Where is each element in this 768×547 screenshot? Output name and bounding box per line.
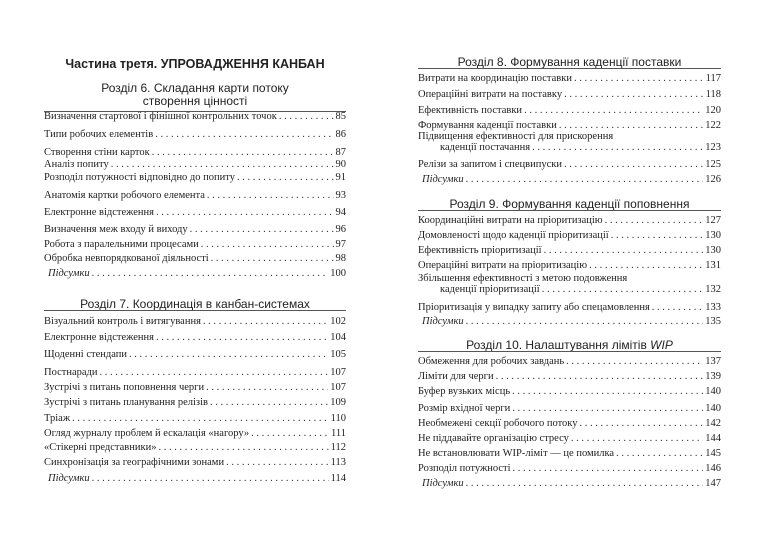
toc-entry-title: Операційні витрати на поставку (418, 89, 563, 100)
dot-leader (574, 73, 704, 84)
summary-entry (44, 473, 346, 484)
section-8-heading: Розділ 8. Формування каденції поставки (457, 55, 682, 69)
toc-entry-title: Аналіз попиту (44, 159, 109, 170)
page-number: 112 (330, 442, 346, 453)
dot-leader (566, 356, 703, 367)
section-divider (44, 310, 346, 311)
toc-entry (418, 463, 721, 474)
page-number: 135 (705, 316, 721, 327)
section-6-heading: Розділ 6. Складання карти потоку створення цінності (101, 81, 289, 108)
dot-leader (156, 332, 328, 343)
page-number: 130 (705, 230, 721, 241)
dot-leader (605, 215, 704, 226)
toc-entry-title: Електронне відстеження (44, 332, 154, 343)
page-number: 126 (705, 174, 721, 185)
page-number: 107 (330, 367, 346, 378)
page-number: 117 (705, 73, 721, 84)
dot-leader (559, 120, 703, 131)
page-number: 93 (335, 190, 346, 201)
page-number: 147 (705, 478, 721, 489)
toc-entry-title: Підсумки (48, 473, 90, 484)
page-number: 102 (330, 316, 346, 327)
page-number: 140 (705, 403, 721, 414)
toc-entry (44, 332, 346, 343)
page-number: 130 (705, 245, 721, 256)
toc-entry (418, 120, 721, 131)
toc-entry-title: Необмежені секції робочого потоку (418, 418, 578, 429)
toc-entry-title: Ефективність пріоритизації (418, 245, 542, 256)
toc-entry-title: Ліміти для черги (418, 371, 494, 382)
dot-leader (207, 190, 334, 201)
toc-entry-title: Постнаради (44, 367, 98, 378)
dot-leader (580, 418, 704, 429)
summary-entry (418, 478, 721, 489)
page-number: 100 (330, 268, 346, 279)
dot-leader (466, 316, 704, 327)
toc-entry-title: Підсумки (422, 174, 464, 185)
toc-entry (418, 433, 721, 444)
toc-entry (44, 111, 346, 122)
section-10-heading: Розділ 10. Налаштування лімітів WIP (466, 338, 673, 352)
toc-entry-title: Розподіл потужності відповідно до попиту (44, 172, 235, 183)
toc-entry-title: Типи робочих елементів (44, 129, 154, 140)
page-number: 98 (335, 253, 346, 264)
page-number: 111 (331, 428, 346, 439)
toc-entry-title: Визначення меж входу й виходу (44, 224, 188, 235)
toc-entry (44, 172, 346, 183)
dot-leader (190, 224, 334, 235)
toc-entry (44, 367, 346, 378)
dot-leader (92, 473, 329, 484)
dot-leader (203, 316, 328, 327)
toc-entry (418, 273, 721, 295)
page-number: 133 (705, 302, 721, 313)
toc-entry (44, 397, 346, 408)
page-number: 139 (705, 371, 721, 382)
page-number: 127 (705, 215, 721, 226)
toc-entry-title: Релізи за запитом і спецвипуски (418, 159, 562, 170)
toc-entry (44, 382, 346, 393)
toc-entry-title: Обробка невпорядкованої діяльності (44, 253, 209, 264)
toc-entry-title: Домовленості щодо каденції пріоритизації (418, 230, 609, 241)
toc-entry (418, 215, 721, 226)
page-number: 131 (705, 260, 721, 271)
toc-entry (44, 413, 346, 424)
part-title: Частина третя. УПРОВАДЖЕННЯ КАНБАН (65, 57, 325, 71)
page-number: 146 (705, 463, 721, 474)
page-number: 142 (705, 418, 721, 429)
toc-entry-title: «Стікерні представники» (44, 442, 157, 453)
toc-entry-title: Ефективність поставки (418, 105, 523, 116)
toc-entry (418, 105, 721, 116)
toc-entry (418, 448, 721, 459)
toc-entry (418, 371, 721, 382)
dot-leader (111, 159, 334, 170)
dot-leader (542, 284, 704, 295)
toc-entry-title: Буфер вузьких місць (418, 386, 511, 397)
dot-leader (611, 230, 704, 241)
dot-leader (226, 457, 329, 468)
page-number: 144 (705, 433, 721, 444)
page-number: 85 (335, 111, 346, 122)
page-number: 125 (705, 159, 721, 170)
toc-entry (44, 428, 346, 439)
page-number: 90 (335, 159, 346, 170)
page-number: 122 (705, 120, 721, 131)
toc-entry-title: Визначення стартової і фінішної контрольних точок (44, 111, 277, 122)
toc-entry (418, 89, 721, 100)
dot-leader (201, 239, 334, 250)
dot-leader (158, 442, 328, 453)
toc-entry (418, 131, 721, 153)
dot-leader (466, 478, 704, 489)
summary-entry (44, 268, 346, 279)
toc-entry-title: Анатомія картки робочого елемента (44, 190, 205, 201)
toc-entry (44, 129, 346, 140)
toc-entry-title: каденції пріоритизації (440, 284, 540, 295)
section-7-heading: Розділ 7. Координація в канбан-системах (80, 297, 310, 311)
dot-leader (129, 349, 328, 360)
toc-entry (44, 207, 346, 218)
dot-leader (210, 397, 328, 408)
toc-entry-title: Тріаж (44, 413, 71, 424)
toc-entry (44, 316, 346, 327)
dot-leader (237, 172, 334, 183)
toc-entry-title: Підвищення ефективності для прискорення (418, 131, 614, 142)
page-number: 110 (330, 413, 346, 424)
dot-leader (589, 260, 703, 271)
page-number: 86 (335, 129, 346, 140)
page-number: 87 (335, 147, 346, 158)
toc-entry-title: Операційні витрати на пріоритизацію (418, 260, 588, 271)
toc-entry (418, 159, 721, 170)
dot-leader (616, 448, 703, 459)
toc-entry-title: Збільшення ефективності з метою подовження (418, 273, 628, 284)
dot-leader (571, 433, 703, 444)
section-divider (418, 351, 721, 352)
toc-entry-title: Пріоритизація у випадку запиту або спецамовлення (418, 302, 650, 313)
toc-entry (418, 245, 721, 256)
page-number: 96 (335, 224, 346, 235)
summary-entry (418, 316, 721, 327)
toc-entry-title: Створення стіни карток (44, 147, 150, 158)
toc-entry (44, 190, 346, 201)
toc-entry-title: Підсумки (48, 268, 90, 279)
page-number: 91 (335, 172, 346, 183)
toc-entry (418, 302, 721, 313)
toc-entry-title: Не піддавайте організацію стресу (418, 433, 569, 444)
toc-entry (44, 349, 346, 360)
page-number: 118 (705, 89, 721, 100)
toc-entry-title: Підсумки (422, 316, 464, 327)
toc-entry-title: Робота з паралельними процесами (44, 239, 199, 250)
page-number: 120 (705, 105, 721, 116)
dot-leader (92, 268, 329, 279)
toc-entry-title: Огляд журналу проблем й ескалація «нагору» (44, 428, 250, 439)
dot-leader (152, 147, 334, 158)
page-number: 105 (330, 349, 346, 360)
toc-entry-title: Щоденні стендапи (44, 349, 127, 360)
toc-entry-title: Синхронізація за географічними зонами (44, 457, 225, 468)
dot-leader (512, 386, 703, 397)
page-number: 109 (330, 397, 346, 408)
toc-entry-title: Не встановлювати WIP-ліміт — це помилка (418, 448, 615, 459)
dot-leader (466, 174, 704, 185)
page-number: 114 (330, 473, 346, 484)
toc-entry-title: Візуальний контроль і витягування (44, 316, 201, 327)
page-number: 132 (705, 284, 721, 295)
toc-entry (44, 239, 346, 250)
summary-entry (418, 174, 721, 185)
toc-entry (418, 230, 721, 241)
toc-entry-title: Координаційні витрати на пріоритизацію (418, 215, 603, 226)
dot-leader (544, 245, 704, 256)
page-number: 113 (330, 457, 346, 468)
page-number: 107 (330, 382, 346, 393)
toc-entry (418, 356, 721, 367)
dot-leader (206, 382, 328, 393)
page-number: 97 (335, 239, 346, 250)
toc-entry (44, 253, 346, 264)
toc-entry-title: Формування каденції поставки (418, 120, 557, 131)
toc-entry (44, 442, 346, 453)
toc-entry (418, 73, 721, 84)
dot-leader (72, 413, 329, 424)
page-number: 137 (705, 356, 721, 367)
toc-entry-title: Розмір вхідної черги (418, 403, 511, 414)
dot-leader (100, 367, 329, 378)
dot-leader (156, 207, 334, 218)
dot-leader (524, 105, 703, 116)
dot-leader (496, 371, 704, 382)
dot-leader (564, 89, 704, 100)
page-number: 94 (335, 207, 346, 218)
toc-entry-title: Підсумки (422, 478, 464, 489)
toc-entry (418, 418, 721, 429)
page-number: 123 (705, 142, 721, 153)
toc-entry-title: Обмеження для робочих завдань (418, 356, 565, 367)
section-9-heading: Розділ 9. Формування каденції поповнення (449, 197, 690, 211)
page-number: 104 (330, 332, 346, 343)
toc-entry-title: каденції постачання (440, 142, 531, 153)
dot-leader (513, 463, 704, 474)
toc-entry-title: Розподіл потужності (418, 463, 511, 474)
dot-leader (564, 159, 703, 170)
section-divider (418, 68, 721, 69)
dot-leader (279, 111, 334, 122)
dot-leader (652, 302, 703, 313)
toc-entry-title: Витрати на координацію поставки (418, 73, 572, 84)
dot-leader (251, 428, 329, 439)
toc-entry (418, 386, 721, 397)
dot-leader (155, 129, 333, 140)
section-divider (418, 210, 721, 211)
toc-entry-title: Зустрічі з питань планування релізів (44, 397, 208, 408)
toc-entry (418, 260, 721, 271)
dot-leader (512, 403, 703, 414)
toc-entry (44, 457, 346, 468)
toc-entry (44, 159, 346, 170)
toc-entry-title: Зустрічі з питань поповнення черги (44, 382, 205, 393)
page-number: 145 (705, 448, 721, 459)
dot-leader (532, 142, 703, 153)
dot-leader (211, 253, 334, 264)
toc-entry (418, 403, 721, 414)
page-number: 140 (705, 386, 721, 397)
toc-entry (44, 147, 346, 158)
toc-entry (44, 224, 346, 235)
toc-entry-title: Електронне відстеження (44, 207, 154, 218)
